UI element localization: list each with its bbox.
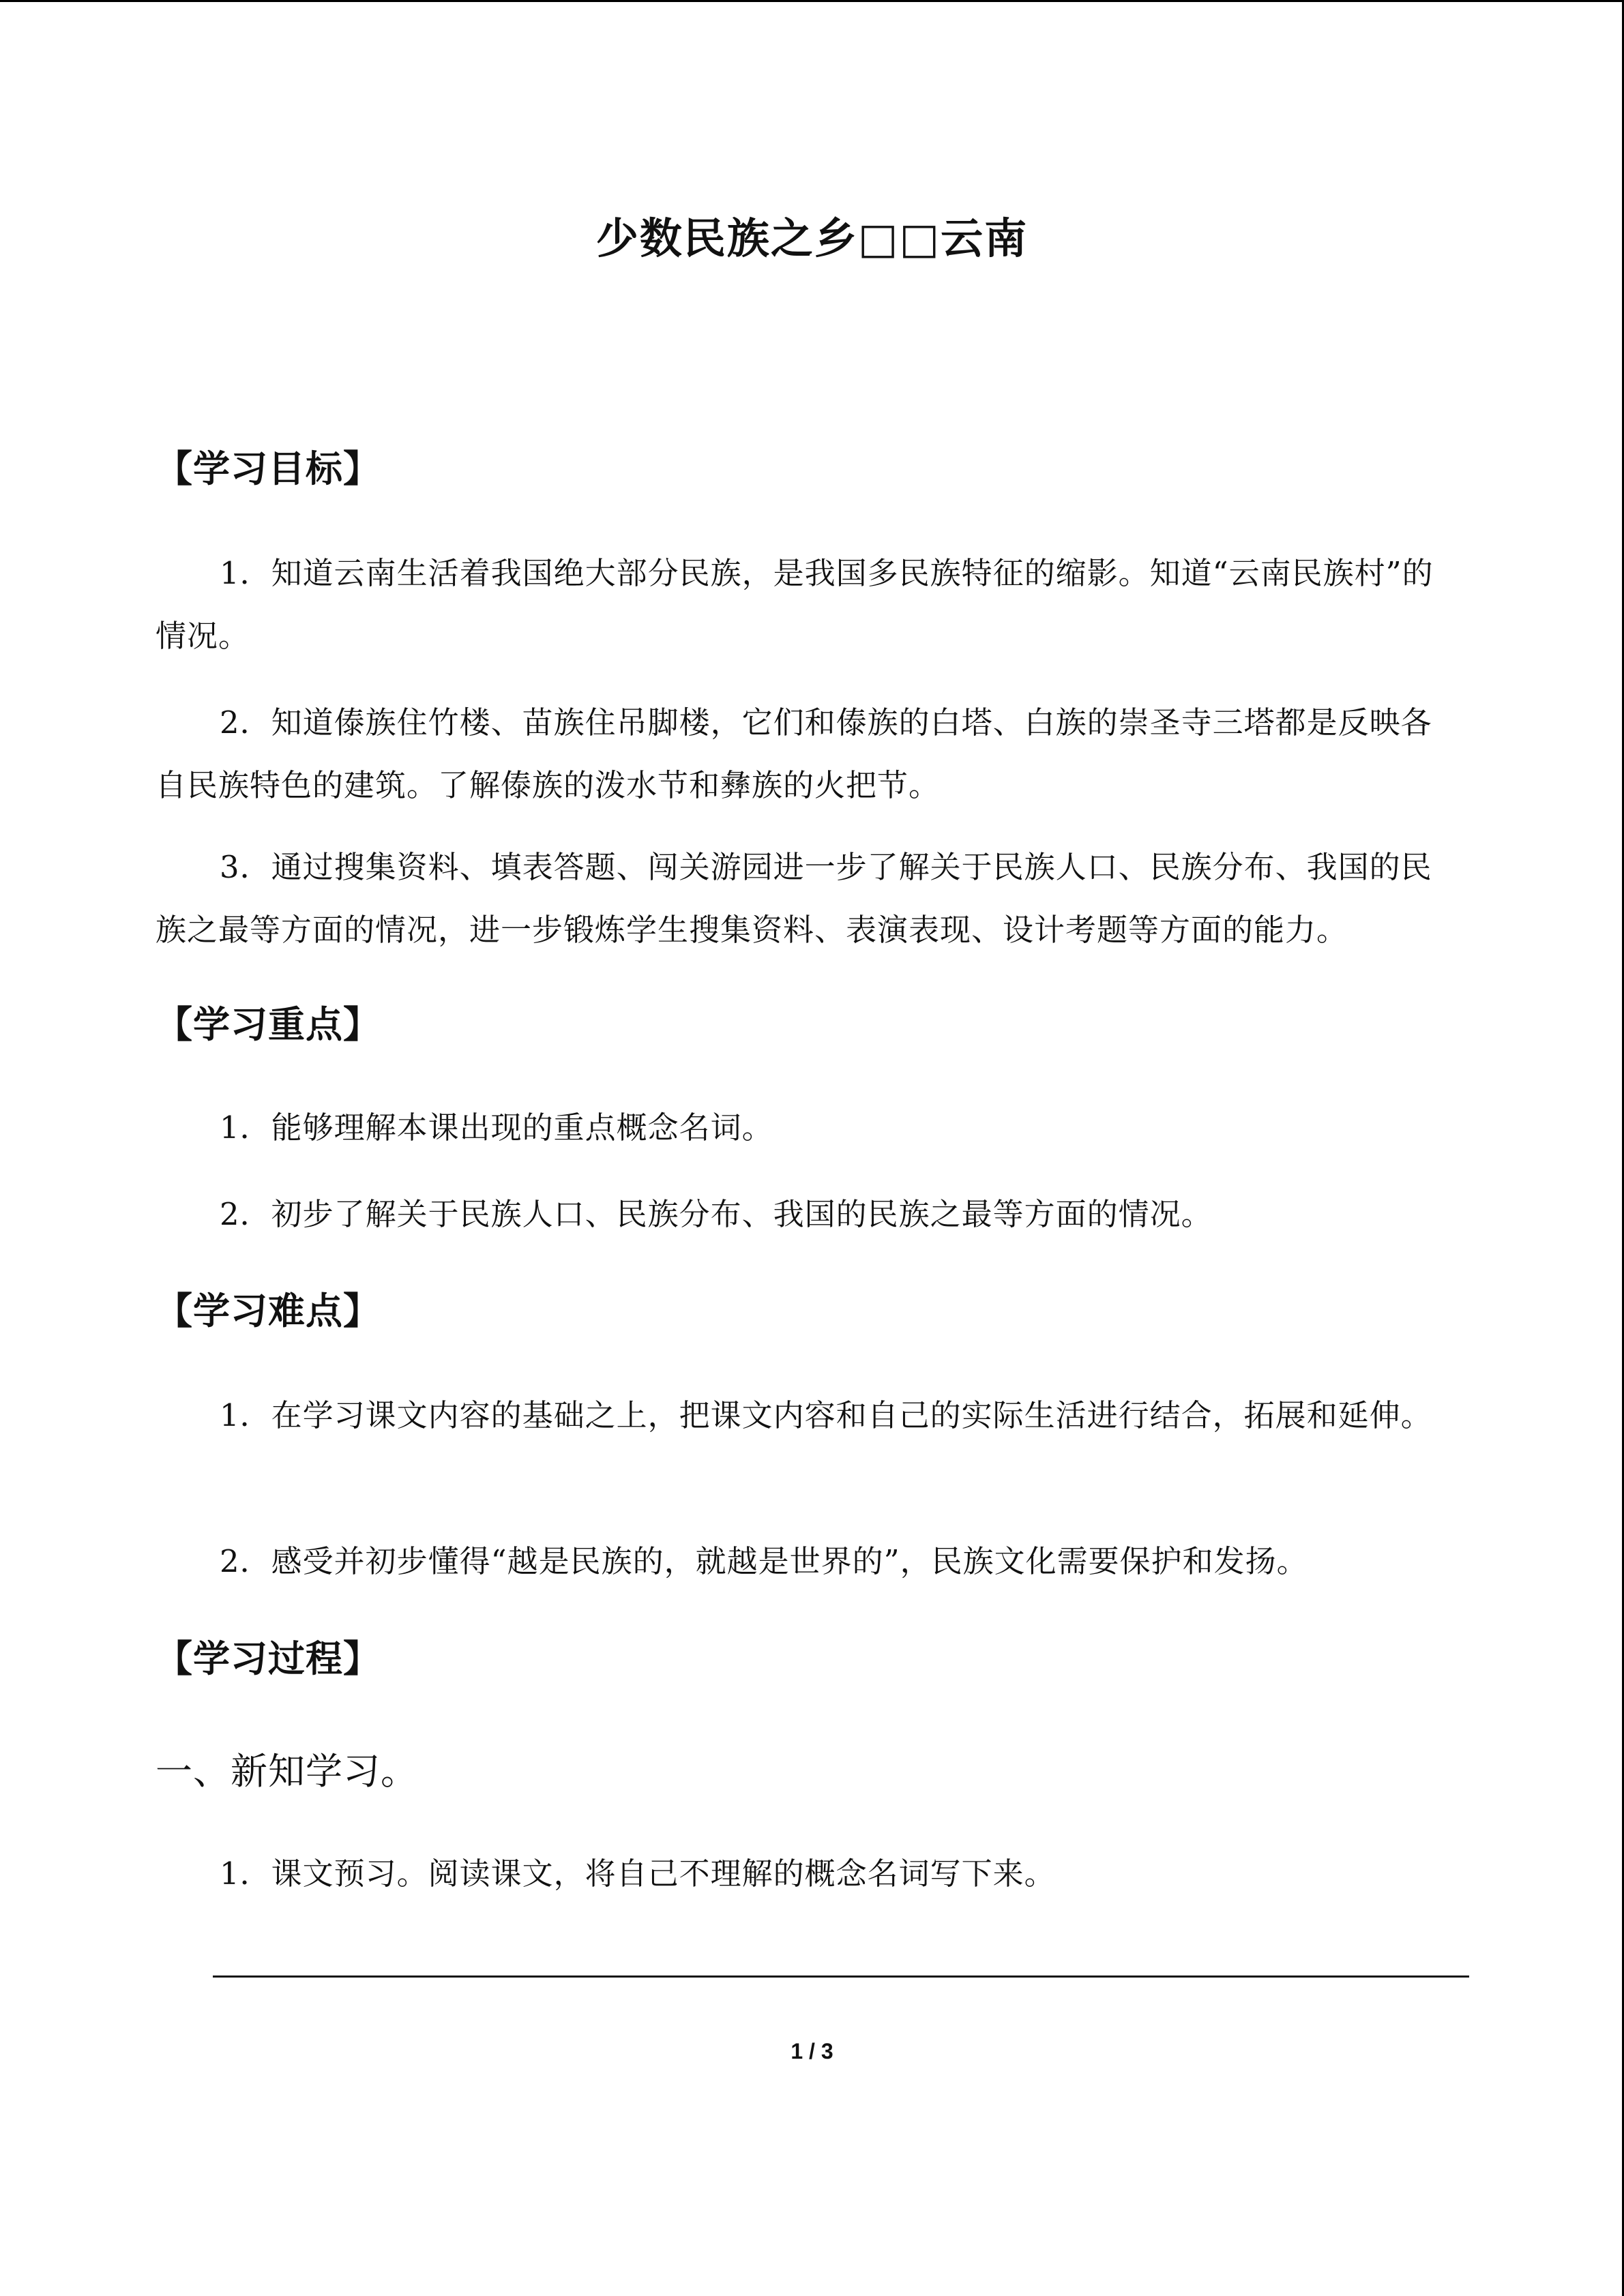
heading-key-points: 【学习重点】 <box>156 1002 381 1046</box>
heading-difficulties: 【学习难点】 <box>156 1289 381 1332</box>
objective-item-1: 1．知道云南生活着我国绝大部分民族，是我国多民族特征的缩影。知道“云南民族村”的情况。 <box>156 555 1434 654</box>
heading-objectives: 【学习目标】 <box>156 447 381 490</box>
subheading-new-learning: 一、新知学习。 <box>156 1750 418 1793</box>
objective-item-3: 3．通过搜集资料、填表答题、闯关游园进一步了解关于民族人口、民族分布、我国的民族之最等方面的情况，进一步锻炼学生搜集资料、表演表现、设计考题等方面的能力。 <box>156 849 1432 948</box>
page-border-top <box>0 0 1624 2</box>
process-item-1: 1．课文预习。阅读课文，将自己不理解的概念名词写下来。 <box>220 1855 1056 1892</box>
answer-blank-line[interactable] <box>213 1976 1469 1978</box>
heading-process: 【学习过程】 <box>156 1637 381 1680</box>
page-number: 1 / 3 <box>791 2039 833 2063</box>
document-title: 少数民族之乡□□云南 <box>595 213 1029 263</box>
key-point-item-1: 1．能够理解本课出现的重点概念名词。 <box>220 1109 773 1146</box>
objective-item-2: 2．知道傣族住竹楼、苗族住吊脚楼，它们和傣族的白塔、白族的崇圣寺三塔都是反映各自民族特色的建筑。了解傣族的泼水节和彝族的火把节。 <box>156 704 1432 803</box>
difficulty-item-2: 2．感受并初步懂得“越是民族的，就越是世界的”，民族文化需要保护和发扬。 <box>220 1543 1308 1579</box>
difficulty-item-1: 1．在学习课文内容的基础之上，把课文内容和自己的实际生活进行结合，拓展和延伸。 <box>220 1397 1432 1433</box>
key-point-item-2: 2．初步了解关于民族人口、民族分布、我国的民族之最等方面的情况。 <box>220 1196 1213 1232</box>
